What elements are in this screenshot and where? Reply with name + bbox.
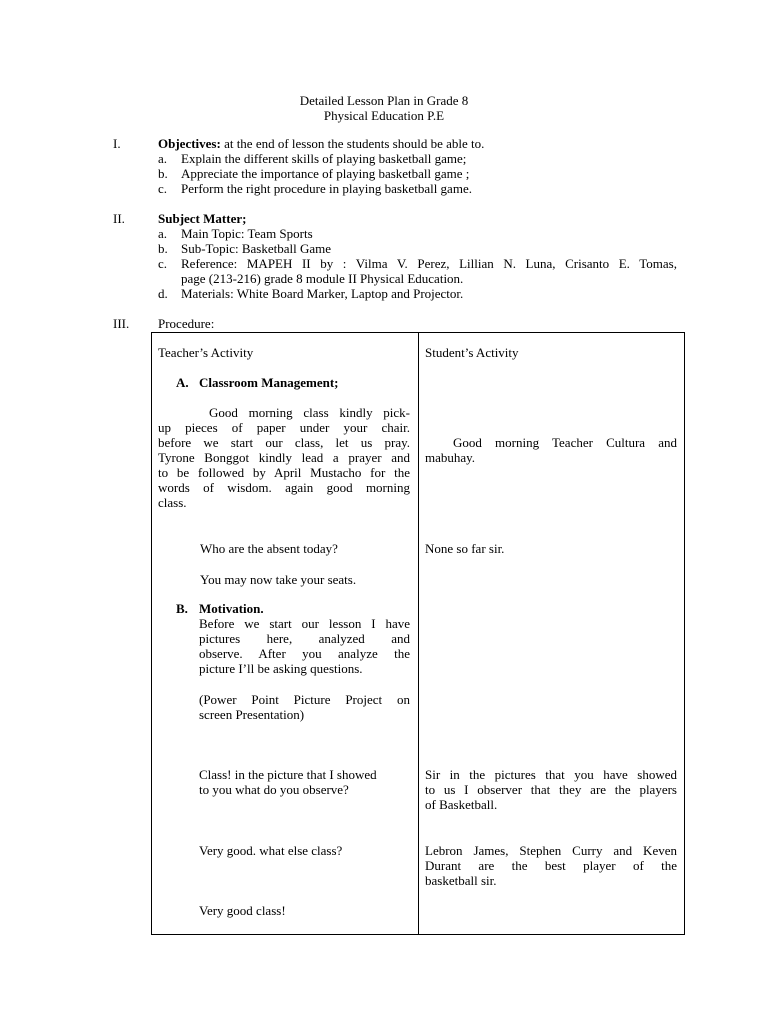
subject-item: d. Materials: White Board Marker, Laptop and Projector. bbox=[158, 286, 464, 301]
student-else-answer: Lebron James, Stephen Curry and Keven Durant are the best player of the basketball sir. bbox=[425, 843, 677, 888]
teacher-greeting: Good morning class kindly pick- up pieces of paper under your chair. before we start our class, let us pray. Tyrone Bonggot kindly lead a prayer and to be followed by April Mustacho for the words of wisdom. again good morning class. bbox=[158, 405, 410, 510]
document-title: Detailed Lesson Plan in Grade 8 bbox=[299, 93, 469, 108]
subject-heading: Subject Matter; bbox=[158, 211, 247, 226]
objectives-intro: at the end of lesson the students should be able to. bbox=[220, 136, 485, 151]
section-numeral-procedure: III. bbox=[113, 316, 130, 331]
student-observe-answer: Sir in the pictures that you have showed to us I observer that they are the players of Basketball. bbox=[425, 767, 677, 812]
teacher-else-question: Very good. what else class? bbox=[199, 843, 343, 858]
subject-item: a. Main Topic: Team Sports bbox=[158, 226, 313, 241]
procedure-heading: Procedure: bbox=[158, 316, 215, 331]
teacher-seats: You may now take your seats. bbox=[200, 572, 357, 587]
section-numeral-objectives: I. bbox=[113, 136, 121, 151]
teacher-closing: Very good class! bbox=[199, 903, 286, 918]
table-column-divider bbox=[418, 332, 419, 935]
objective-item: b. Appreciate the importance of playing basketball game ; bbox=[158, 166, 470, 181]
objective-item: a. Explain the different skills of playing basketball game; bbox=[158, 151, 467, 166]
subject-item: b. Sub-Topic: Basketball Game bbox=[158, 241, 332, 256]
teacher-activity-header: Teacher’s Activity bbox=[158, 345, 254, 360]
teacher-powerpoint-note: (Power Point Picture Project on screen Presentation) bbox=[199, 692, 410, 722]
objective-item: c. Perform the right procedure in playing basketball game. bbox=[158, 181, 472, 196]
student-absent-answer: None so far sir. bbox=[425, 541, 505, 556]
document-subtitle: Physical Education P.E bbox=[323, 108, 445, 123]
objectives-line bbox=[158, 136, 484, 151]
teacher-observe-question: Class! in the picture that I showed to you what do you observe? bbox=[199, 767, 377, 797]
subject-item: c. Reference: MAPEH II by : Vilma V. Perez, Lillian N. Luna, Crisanto E. Tomas, bbox=[158, 256, 677, 271]
teacher-motivation: Before we start our lesson I have pictures here, analyzed and observe. After you analyze the picture I’ll be asking questions. bbox=[199, 616, 410, 676]
teacher-absent-question: Who are the absent today? bbox=[200, 541, 338, 556]
objectives-heading: Objectives: bbox=[158, 136, 221, 151]
student-greeting: Good morning Teacher Cultura and mabuhay. bbox=[425, 435, 677, 465]
subject-reference-cont: page (213-216) grade 8 module II Physical Education. bbox=[181, 271, 464, 286]
section-numeral-subject: II. bbox=[113, 211, 125, 226]
student-activity-header: Student’s Activity bbox=[425, 345, 519, 360]
section-b-heading: B. Motivation. bbox=[176, 601, 264, 616]
section-a-heading: A. Classroom Management; bbox=[176, 375, 339, 390]
